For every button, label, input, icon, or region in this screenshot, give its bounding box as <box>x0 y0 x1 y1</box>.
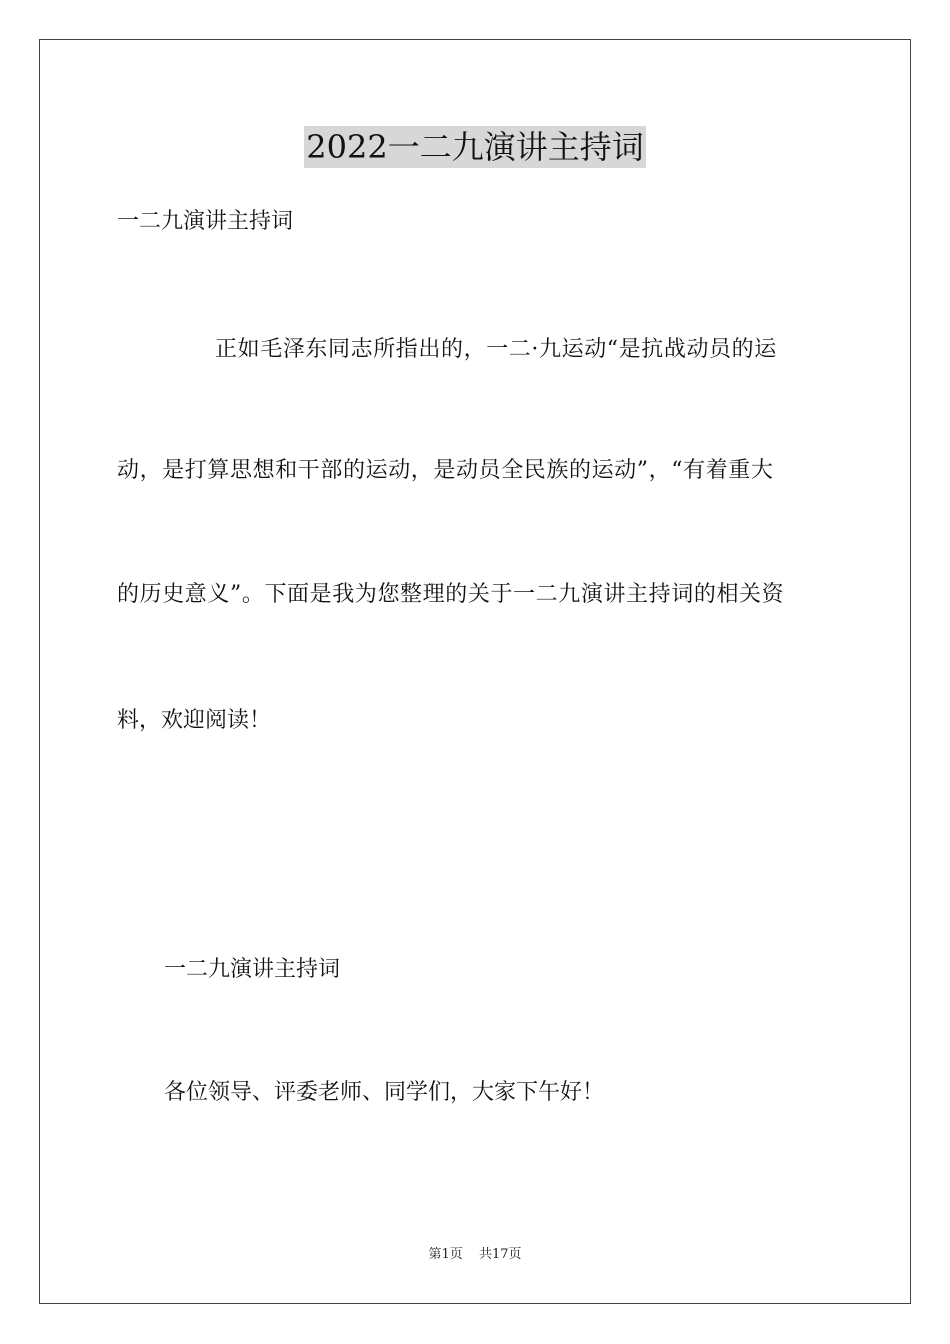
document-title: 2022一二九演讲主持词 <box>306 128 644 166</box>
paragraph-line-4: 料，欢迎阅读！ <box>117 708 272 733</box>
subtitle-line: 一二九演讲主持词 <box>117 209 294 234</box>
page-footer <box>0 1246 950 1264</box>
paragraph-line-2: 动，是打算思想和干部的运动，是动员全民族的运动”，“有着重大 <box>117 458 774 483</box>
paragraph-line-3: 的历史意义”。下面是我为您整理的关于一二九演讲主持词的相关资 <box>117 582 785 607</box>
greeting-line: 各位领导、评委老师、同学们，大家下午好！ <box>164 1080 605 1105</box>
page-total: 共17页 <box>478 1247 522 1262</box>
document-title-container <box>0 126 950 168</box>
page-number: 第1页 <box>428 1247 463 1262</box>
section-heading: 一二九演讲主持词 <box>164 957 341 982</box>
paragraph-line-1: 正如毛泽东同志所指出的，一二·九运动“是抗战动员的运 <box>215 337 777 362</box>
